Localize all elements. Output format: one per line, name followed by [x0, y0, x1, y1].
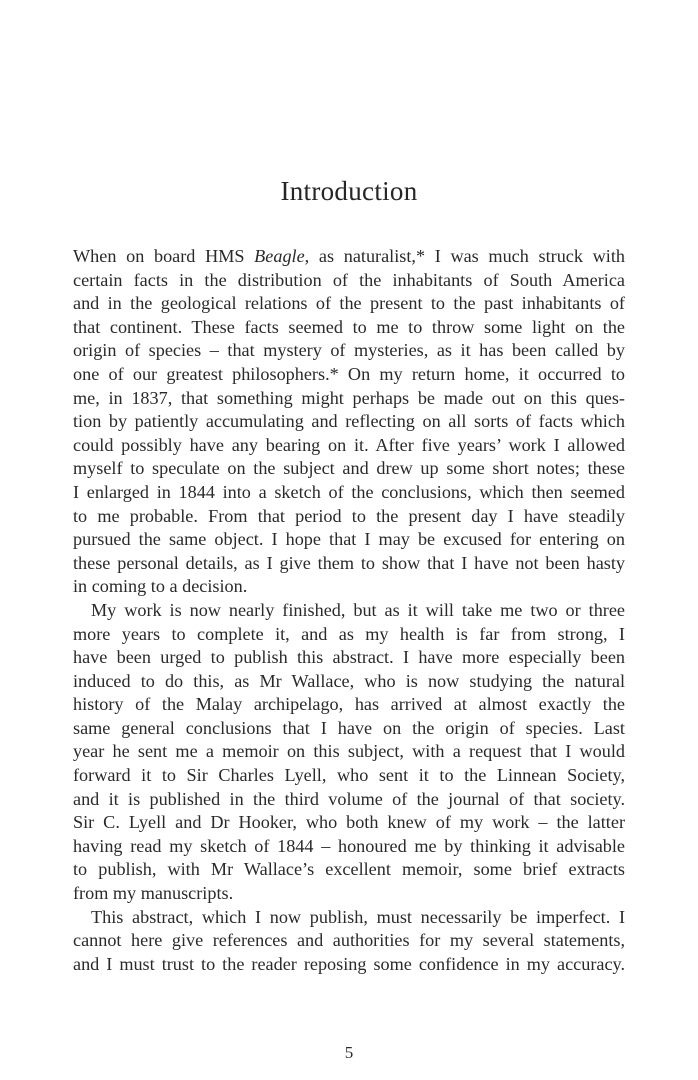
text-line: and I must trust to the reader reposing some confidence in my accuracy.: [73, 953, 625, 974]
text-line: cannot here give references and authorities for my several statements,: [73, 930, 625, 951]
text-line: in coming to a decision.: [73, 576, 248, 597]
text-span: When on board HMS: [73, 246, 255, 266]
text-line: and it is published in the third volume of the journal of that society.: [73, 788, 625, 809]
text-line: these personal details, as I give them to show that I have not been hasty: [73, 552, 625, 573]
text-line: that continent. These facts seemed to me to throw some light on the: [73, 316, 625, 337]
text-line: year he sent me a memoir on this subject, with a request that I would: [73, 741, 625, 762]
text-span: , as naturalist,* I was much struck with: [304, 246, 625, 266]
text-line: could possibly have any bearing on it. After five years’ work I allowed: [73, 434, 625, 455]
text-line: have been urged to publish this abstract. I have more especially been: [73, 647, 625, 668]
ship-name-italic: Beagle: [254, 246, 305, 266]
text-line: more years to complete it, and as my health is far from strong, I: [73, 623, 625, 644]
text-line: This abstract, which I now publish, must necessarily be imperfect. I: [91, 906, 625, 927]
body-text: [73, 245, 625, 976]
text-line: certain facts in the distribution of the inhabitants of South America: [73, 269, 625, 290]
text-line: origin of species – that mystery of mysteries, as it has been called by: [73, 340, 625, 361]
paragraph-1: [73, 245, 625, 599]
paragraph-3: [73, 906, 625, 977]
paragraph-2: [73, 599, 625, 906]
text-line: and in the geological relations of the present to the past inhabitants of: [73, 293, 625, 314]
text-line: tion by patiently accumulating and reflecting on all sorts of facts which: [73, 411, 625, 432]
text-line: history of the Malay archipelago, has arrived at almost exactly the: [73, 694, 625, 715]
text-line: from my manuscripts.: [73, 883, 234, 904]
text-line: same general conclusions that I have on the origin of species. Last: [73, 717, 625, 738]
text-line: forward it to Sir Charles Lyell, who sent it to the Linnean Society,: [73, 765, 625, 786]
text-line: pursued the same object. I hope that I may be excused for entering on: [73, 529, 625, 550]
text-line: one of our greatest philosophers.* On my return home, it occurred to: [73, 363, 625, 384]
text-line: I enlarged in 1844 into a sketch of the conclusions, which then seemed: [73, 481, 625, 502]
text-line: Sir C. Lyell and Dr Hooker, who both knew of my work – the latter: [73, 812, 625, 833]
text-line: to publish, with Mr Wallace’s excellent memoir, some brief extracts: [73, 859, 625, 880]
text-line: induced to do this, as Mr Wallace, who is now studying the natural: [73, 670, 625, 691]
text-line: to me probable. From that period to the present day I have steadily: [73, 505, 625, 526]
chapter-title: Introduction: [280, 176, 418, 206]
text-line: having read my sketch of 1844 – honoured me by thinking it advisable: [73, 835, 625, 856]
text-line: [73, 245, 625, 269]
text-line: My work is now nearly finished, but as it will take me two or three: [91, 599, 625, 620]
text-line: me, in 1837, that something might perhaps be made out on this ques-: [73, 387, 625, 408]
page-number: 5: [344, 1043, 354, 1062]
text-line: myself to speculate on the subject and drew up some short notes; these: [73, 458, 625, 479]
